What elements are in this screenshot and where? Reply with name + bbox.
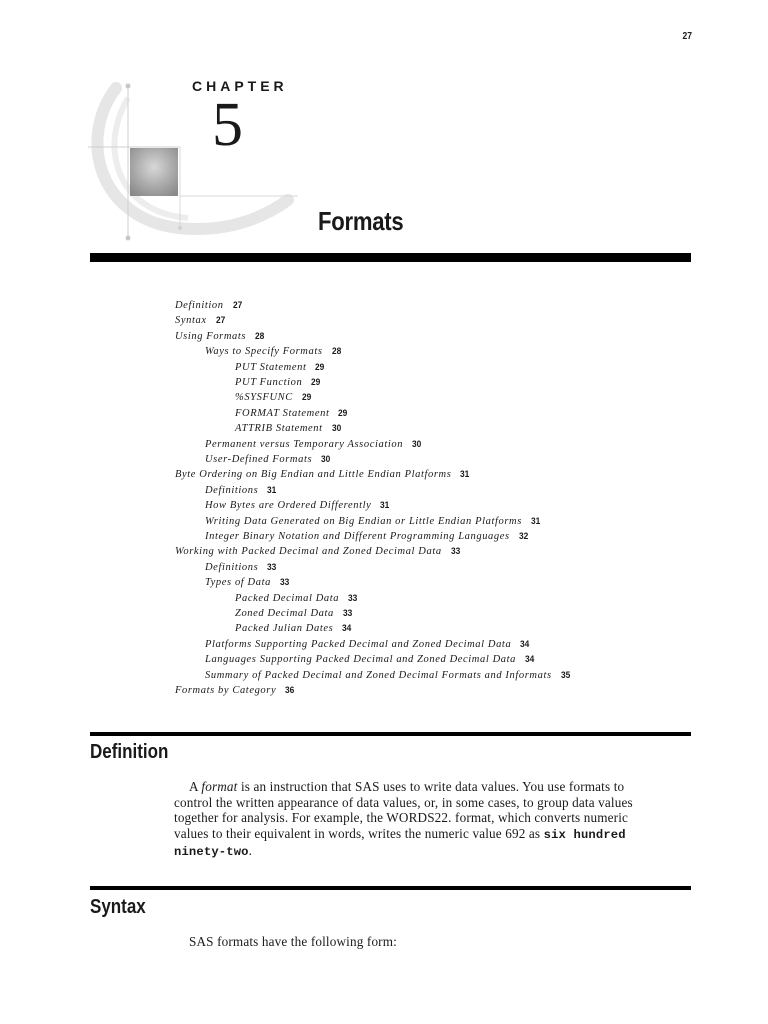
toc-entry[interactable] bbox=[205, 346, 342, 358]
toc-entry-title: Zoned Decimal Data bbox=[235, 608, 334, 619]
toc-entry[interactable] bbox=[205, 516, 542, 528]
toc-entry-page: 32 bbox=[518, 531, 529, 542]
toc-entry[interactable] bbox=[235, 623, 353, 635]
toc-entry[interactable] bbox=[205, 485, 278, 497]
page-number: 27 bbox=[682, 31, 692, 42]
definition-term: format bbox=[201, 779, 238, 794]
toc-entry[interactable] bbox=[235, 423, 342, 435]
definition-period: . bbox=[248, 843, 253, 859]
toc-entry-title: Using Formats bbox=[175, 330, 247, 342]
definition-code-1: six hundred bbox=[543, 827, 626, 842]
definition-line-3: together for analysis. For example, the WORDS22. format, which converts numeric bbox=[174, 810, 629, 826]
toc-entry-title: Byte Ordering on Big Endian and Little Endian Platforms bbox=[175, 469, 452, 481]
toc-entry[interactable] bbox=[235, 608, 353, 620]
chapter-number: 5 bbox=[212, 91, 243, 159]
toc-entry-title: Platforms Supporting Packed Decimal and Zoned Decimal Data bbox=[205, 638, 512, 650]
toc-entry-page: 29 bbox=[311, 377, 321, 388]
definition-line-4 bbox=[174, 826, 684, 844]
toc-entry-page: 33 bbox=[267, 561, 277, 573]
toc-entry[interactable] bbox=[235, 593, 359, 605]
toc-entry-page: 30 bbox=[331, 423, 341, 435]
toc-entry-title: Packed Julian Dates bbox=[235, 623, 334, 635]
toc-entry-page: 29 bbox=[338, 407, 348, 419]
toc-entry-page: 34 bbox=[524, 654, 535, 666]
toc-entry[interactable] bbox=[175, 685, 296, 697]
toc-entry-page: 34 bbox=[520, 638, 530, 650]
toc-entry-title: Syntax bbox=[175, 315, 207, 327]
toc-entry[interactable] bbox=[175, 300, 243, 312]
toc-entry[interactable] bbox=[205, 654, 536, 666]
chapter-label: CHAPTER bbox=[192, 78, 288, 94]
toc-entry[interactable] bbox=[235, 392, 312, 404]
toc-entry-page: 33 bbox=[450, 546, 461, 558]
toc-entry[interactable] bbox=[205, 531, 529, 543]
toc-entry-title: Writing Data Generated on Big Endian or Little Endian Platforms bbox=[205, 515, 522, 527]
toc-entry-page: 33 bbox=[342, 608, 353, 619]
toc-entry[interactable] bbox=[205, 439, 423, 451]
toc-entry-title: Definitions bbox=[205, 484, 259, 496]
toc-entry-title: Permanent versus Temporary Association bbox=[205, 438, 404, 450]
syntax-paragraph bbox=[174, 934, 684, 950]
toc-entry[interactable] bbox=[235, 408, 349, 420]
toc-entry-title: Languages Supporting Packed Decimal and Zoned Decimal Data bbox=[205, 654, 516, 666]
chapter-decoration-graphic bbox=[88, 78, 308, 248]
toc-entry-page: 30 bbox=[412, 438, 422, 450]
toc-entry-title: PUT Function bbox=[235, 377, 303, 388]
section-heading-definition: Definition bbox=[90, 741, 169, 763]
definition-code-2: ninety-two bbox=[174, 845, 249, 860]
toc-entry-title: %SYSFUNC bbox=[235, 392, 293, 404]
toc-entry[interactable] bbox=[205, 577, 291, 589]
section-rule-definition bbox=[90, 732, 691, 736]
syntax-line-1-text: SAS formats have the following form: bbox=[189, 934, 397, 949]
toc-entry-page: 35 bbox=[560, 669, 570, 681]
toc-entry-page: 27 bbox=[232, 300, 242, 311]
toc-entry[interactable] bbox=[235, 377, 322, 389]
toc-entry[interactable] bbox=[205, 670, 571, 682]
toc-entry-title: Integer Binary Notation and Different Programming Languages bbox=[205, 531, 510, 542]
toc-entry-page: 31 bbox=[530, 515, 541, 527]
toc-entry-page: 31 bbox=[460, 469, 470, 481]
toc-entry[interactable] bbox=[175, 546, 461, 558]
toc-entry-title: Definitions bbox=[205, 561, 259, 573]
toc-entry[interactable] bbox=[205, 500, 391, 512]
toc-entry-title: Summary of Packed Decimal and Zoned Decimal Formats and Informats bbox=[205, 669, 552, 681]
chapter-title-rule bbox=[90, 253, 691, 262]
toc-entry-title: How Bytes are Ordered Differently bbox=[205, 500, 372, 512]
definition-article: A bbox=[189, 779, 198, 794]
definition-line-1 bbox=[174, 779, 684, 795]
definition-paragraph bbox=[174, 779, 684, 861]
toc-entry-title: Formats by Category bbox=[175, 685, 277, 696]
toc-entry-page: 29 bbox=[301, 392, 312, 404]
toc-entry-page: 33 bbox=[348, 592, 358, 604]
toc-entry[interactable] bbox=[235, 362, 326, 374]
chapter-title: Formats bbox=[318, 206, 404, 236]
definition-line-5 bbox=[174, 843, 684, 861]
toc-entry-page: 31 bbox=[267, 484, 277, 496]
toc-entry-title: User-Defined Formats bbox=[205, 454, 313, 465]
toc-entry-page: 31 bbox=[380, 500, 390, 512]
toc-entry-page: 34 bbox=[342, 623, 352, 635]
toc-entry-page: 28 bbox=[331, 346, 341, 358]
toc-entry[interactable] bbox=[175, 469, 471, 481]
toc-entry[interactable] bbox=[205, 562, 278, 574]
toc-entry-page: 30 bbox=[321, 454, 331, 465]
section-heading-syntax: Syntax bbox=[90, 896, 146, 918]
toc-entry[interactable] bbox=[175, 315, 226, 327]
toc-entry-title: Definition bbox=[175, 300, 224, 311]
toc-entry-title: ATTRIB Statement bbox=[235, 423, 323, 435]
toc-entry[interactable] bbox=[205, 639, 531, 651]
toc-entry[interactable] bbox=[205, 454, 332, 466]
toc-entry-page: 29 bbox=[315, 361, 325, 373]
definition-line-2: control the written appearance of data values, or, in some cases, to group data values bbox=[174, 794, 633, 810]
toc-entry-title: Working with Packed Decimal and Zoned Decimal Data bbox=[175, 546, 442, 558]
syntax-line-1 bbox=[174, 934, 684, 950]
toc-entry-title: Packed Decimal Data bbox=[235, 592, 340, 604]
definition-line-1-text: is an instruction that SAS uses to write data values. You use formats to bbox=[240, 779, 625, 794]
toc-entry-page: 36 bbox=[285, 685, 295, 696]
section-rule-syntax bbox=[90, 886, 691, 890]
toc-entry-title: PUT Statement bbox=[235, 361, 307, 373]
toc-entry-page: 28 bbox=[255, 330, 265, 342]
toc-entry-title: Ways to Specify Formats bbox=[205, 346, 323, 358]
toc-entry-page: 33 bbox=[279, 577, 290, 589]
definition-line-4-text: values to their equivalent in words, writes the numeric value 692 as bbox=[174, 825, 541, 841]
toc-entry-title: Types of Data bbox=[205, 577, 271, 589]
toc-entry-page: 27 bbox=[215, 315, 225, 327]
toc-entry[interactable] bbox=[175, 331, 266, 343]
toc-entry-title: FORMAT Statement bbox=[235, 407, 330, 419]
